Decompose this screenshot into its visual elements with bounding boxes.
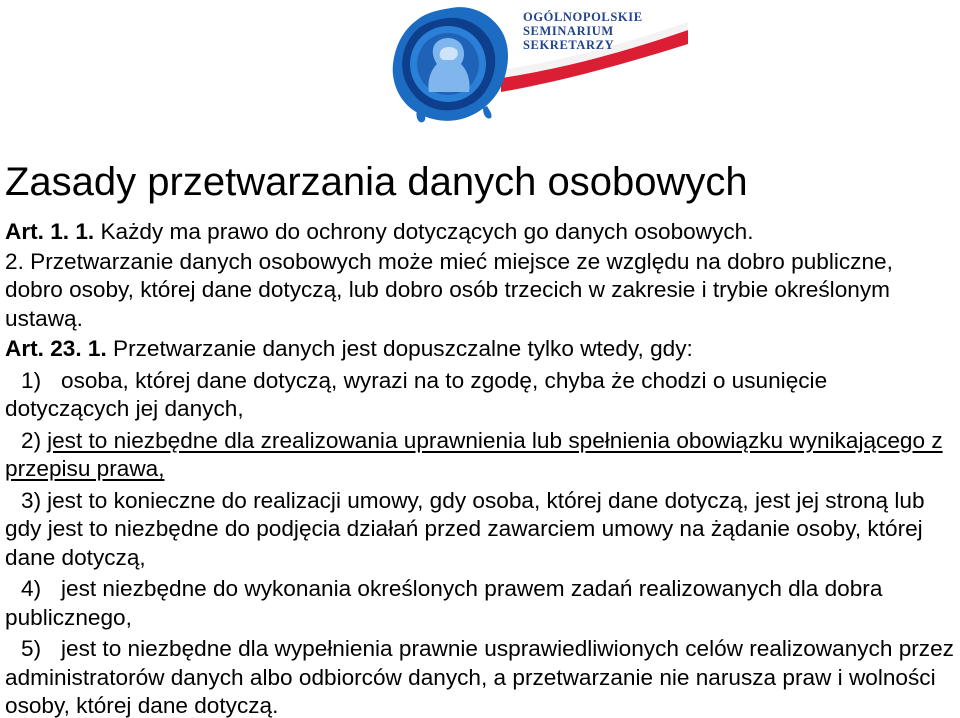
page-title: Zasady przetwarzania danych osobowych bbox=[5, 160, 748, 204]
list-item bbox=[5, 575, 955, 632]
list-item-number: 3) bbox=[21, 487, 42, 513]
list-item-text: jest to konieczne do realizacji umowy, gdy osoba, której dane dotyczą, jest jej stroną lub gdy jest to niezbędne do podjęcia działań przed zawarciem umowy na żądanie osoby, której dane dotyczą, bbox=[5, 487, 925, 570]
art23-p-number: 1. bbox=[87, 336, 107, 361]
art1-paragraph-1 bbox=[5, 218, 955, 247]
art23-intro bbox=[5, 335, 955, 364]
list-item-number: 5) bbox=[21, 636, 42, 661]
art1-label: Art. 1. bbox=[5, 219, 70, 244]
logo-line-2: SEMINARIUM bbox=[523, 24, 614, 38]
logo-line-3: SEKRETARZY bbox=[523, 38, 615, 52]
art1-p1-text: Każdy ma prawo do ochrony dotyczących go danych osobowych. bbox=[100, 219, 754, 244]
list-item-number: 2) bbox=[21, 427, 42, 453]
list-item-text: jest niezbędne do wykonania określonych prawem zadań realizowanych dla dobra publicznego, bbox=[5, 576, 883, 630]
art1-p1-number: 1. bbox=[75, 219, 95, 244]
logo-line-1: OGÓLNOPOLSKIE bbox=[523, 10, 643, 24]
seminar-logo bbox=[383, 0, 703, 140]
art23-intro-text: Przetwarzanie danych jest dopuszczalne tylko wtedy, gdy: bbox=[113, 336, 693, 361]
document-body bbox=[5, 218, 955, 718]
list-item bbox=[5, 487, 955, 573]
list-item-text: osoba, której dane dotyczą, wyrazi na to zgodę, chyba że chodzi o usunięcie dotyczących jej danych, bbox=[5, 367, 828, 421]
list-item bbox=[5, 367, 955, 424]
list-item-number: 4) bbox=[21, 576, 42, 601]
list-item bbox=[5, 427, 955, 484]
list-item bbox=[5, 635, 955, 718]
list-item-text: jest to niezbędne dla zrealizowania uprawnienia lub spełnienia obowiązku wynikającego z przepisu prawa, bbox=[5, 427, 943, 481]
art1-paragraph-2: 2. Przetwarzanie danych osobowych może mieć miejsce ze względu na dobro publiczne, dobro osoby, której dane dotyczą, lub dobro osób trzecich w zakresie i trybie określonym ustawą. bbox=[5, 248, 893, 331]
list-item-text: jest to niezbędne dla wypełnienia prawnie usprawiedliwionych celów realizowanych przez administratorów danych albo odbiorców danych, a przetwarzanie nie narusza praw i wolności osoby, której dane dotyczą. bbox=[5, 636, 954, 718]
list-item-number: 1) bbox=[21, 367, 42, 393]
art23-label: Art. 23. bbox=[5, 336, 82, 361]
logo-wordmark bbox=[523, 10, 643, 52]
